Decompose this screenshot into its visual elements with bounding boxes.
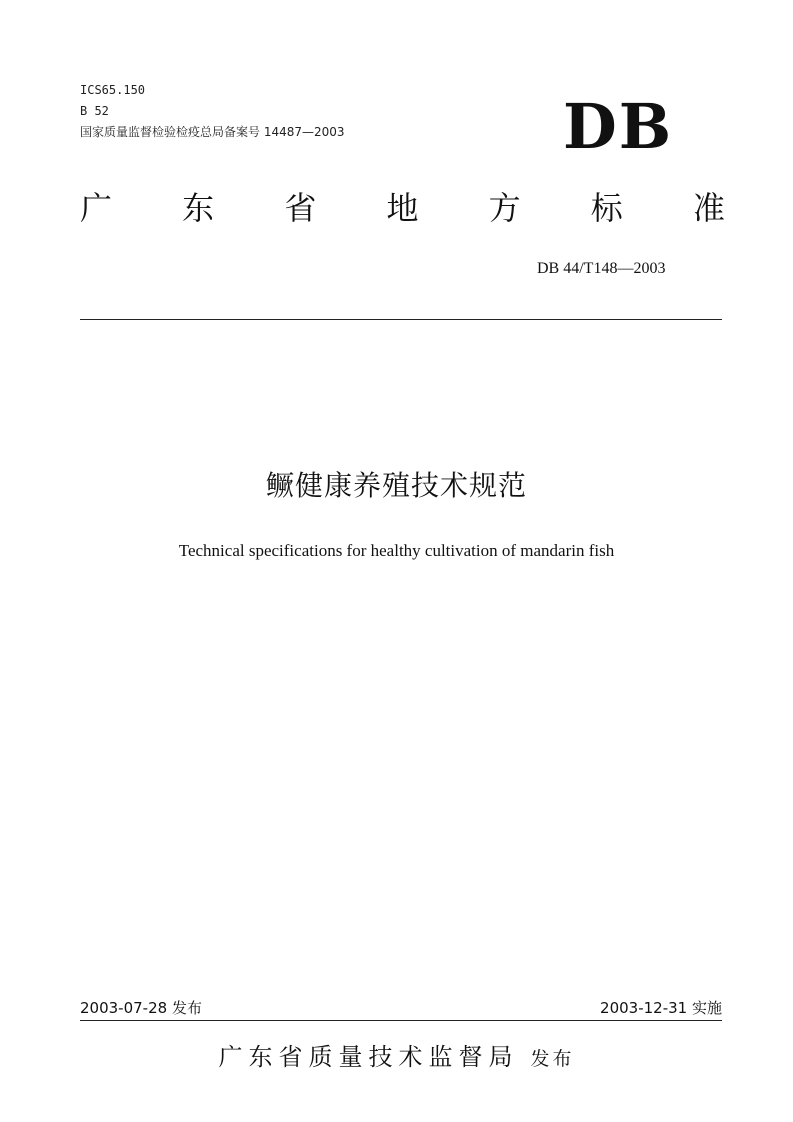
ics-code: ICS65.150: [80, 83, 146, 97]
standard-type-char: 东: [182, 189, 215, 227]
issuer-action: 发布: [530, 1048, 575, 1070]
db-logo: DB: [563, 90, 674, 163]
title-chinese: 鳜健康养殖技术规范: [265, 469, 527, 502]
standard-number: DB 44/T148—2003: [537, 260, 666, 277]
issue-date: 2003-07-28 发布: [80, 999, 202, 1017]
issuer-line: [0, 1040, 793, 1076]
standard-type-char: 标: [590, 189, 623, 227]
title-english: Technical specifications for healthy cultivation of mandarin fish: [178, 541, 615, 560]
standard-type-char: 广: [80, 189, 113, 227]
standard-type-char: 地: [386, 189, 419, 227]
issuer-name: 广东省质量技术监督局: [218, 1043, 519, 1071]
ccs-code: B 52: [80, 104, 109, 118]
standard-type-heading: [80, 188, 725, 228]
filing-record: 国家质量监督检验检疫总局备案号 14487—2003: [80, 125, 345, 139]
standard-type-char: 方: [488, 189, 521, 227]
standard-type-char: 准: [692, 189, 725, 227]
top-divider: [80, 319, 722, 320]
standard-type-char: 省: [284, 189, 317, 227]
bottom-divider: [80, 1020, 722, 1021]
implementation-date: 2003-12-31 实施: [600, 999, 722, 1017]
